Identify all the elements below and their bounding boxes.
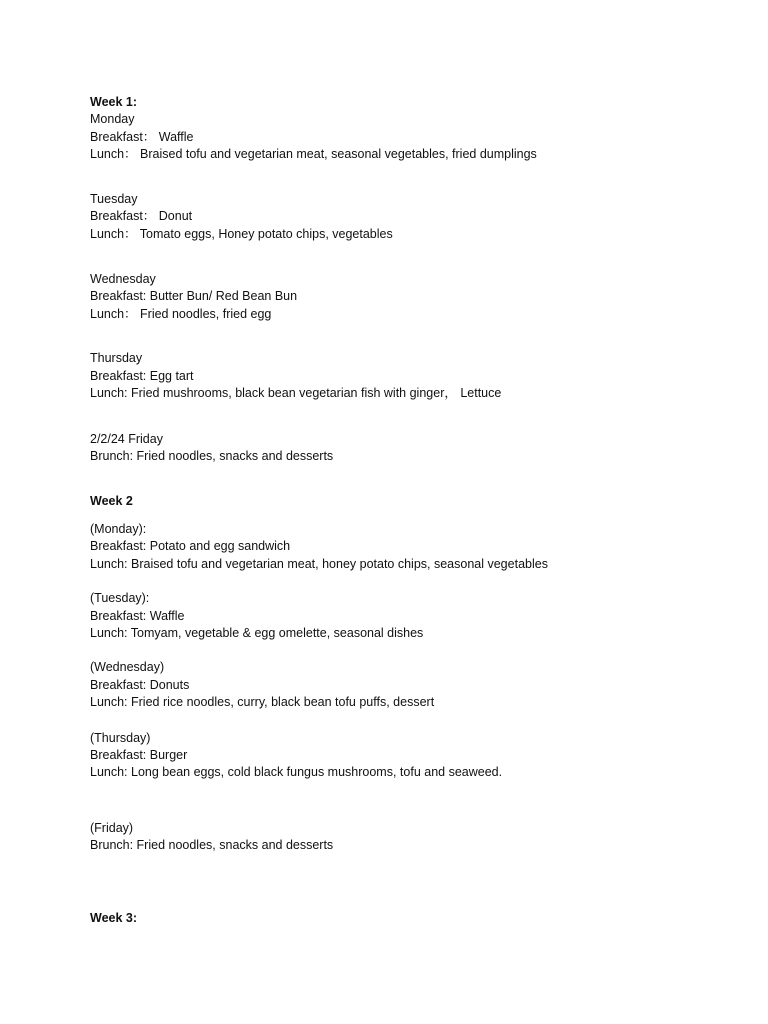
week1-friday-day: 2/2/24 Friday [90,432,163,446]
week1-monday-day: Monday [90,112,135,126]
week1-tuesday-day: Tuesday [90,192,138,206]
week3-heading: Week 3: [90,911,138,925]
week2-wednesday-breakfast: Breakfast: Donuts [90,678,190,692]
week2-tuesday-breakfast: Breakfast: Waffle [90,609,185,623]
week2-monday-lunch: Lunch: Braised tofu and vegetarian meat, honey potato chips, seasonal vegetables [90,557,548,571]
week2-thursday-day: (Thursday) [90,731,151,745]
week1-tuesday-lunch: Lunch： Tomato eggs, Honey potato chips, vegetables [90,227,393,241]
week1-wednesday-lunch: Lunch： Fried noodles, fried egg [90,307,272,321]
week1-tuesday-breakfast: Breakfast： Donut [90,209,193,223]
week2-heading: Week 2 [90,494,133,508]
week2-friday-day: (Friday) [90,821,134,835]
week1-heading: Week 1: [90,95,138,109]
week1-friday-brunch: Brunch: Fried noodles, snacks and desserts [90,449,334,463]
week2-wednesday-day: (Wednesday) [90,660,165,674]
week1-thursday-lunch: Lunch: Fried mushrooms, black bean vegetarian fish with ginger， Lettuce [90,386,502,400]
week2-friday-brunch: Brunch: Fried noodles, snacks and desserts [90,838,334,852]
week1-monday-lunch: Lunch： Braised tofu and vegetarian meat, seasonal vegetables, fried dumplings [90,147,537,161]
week2-wednesday-lunch: Lunch: Fried rice noodles, curry, black bean tofu puffs, dessert [90,695,435,709]
week2-tuesday-lunch: Lunch: Tomyam, vegetable & egg omelette, seasonal dishes [90,626,424,640]
week1-thursday-day: Thursday [90,351,143,365]
week1-monday-breakfast: Breakfast： Waffle [90,130,194,144]
week2-monday-breakfast: Breakfast: Potato and egg sandwich [90,539,291,553]
week1-thursday-breakfast: Breakfast: Egg tart [90,369,194,383]
week2-thursday-lunch: Lunch: Long bean eggs, cold black fungus mushrooms, tofu and seaweed. [90,765,503,779]
week1-wednesday-day: Wednesday [90,272,156,286]
week2-thursday-breakfast: Breakfast: Burger [90,748,188,762]
week2-tuesday-day: (Tuesday): [90,591,150,605]
week2-monday-day: (Monday): [90,522,147,536]
week1-wednesday-breakfast: Breakfast: Butter Bun/ Red Bean Bun [90,289,298,303]
